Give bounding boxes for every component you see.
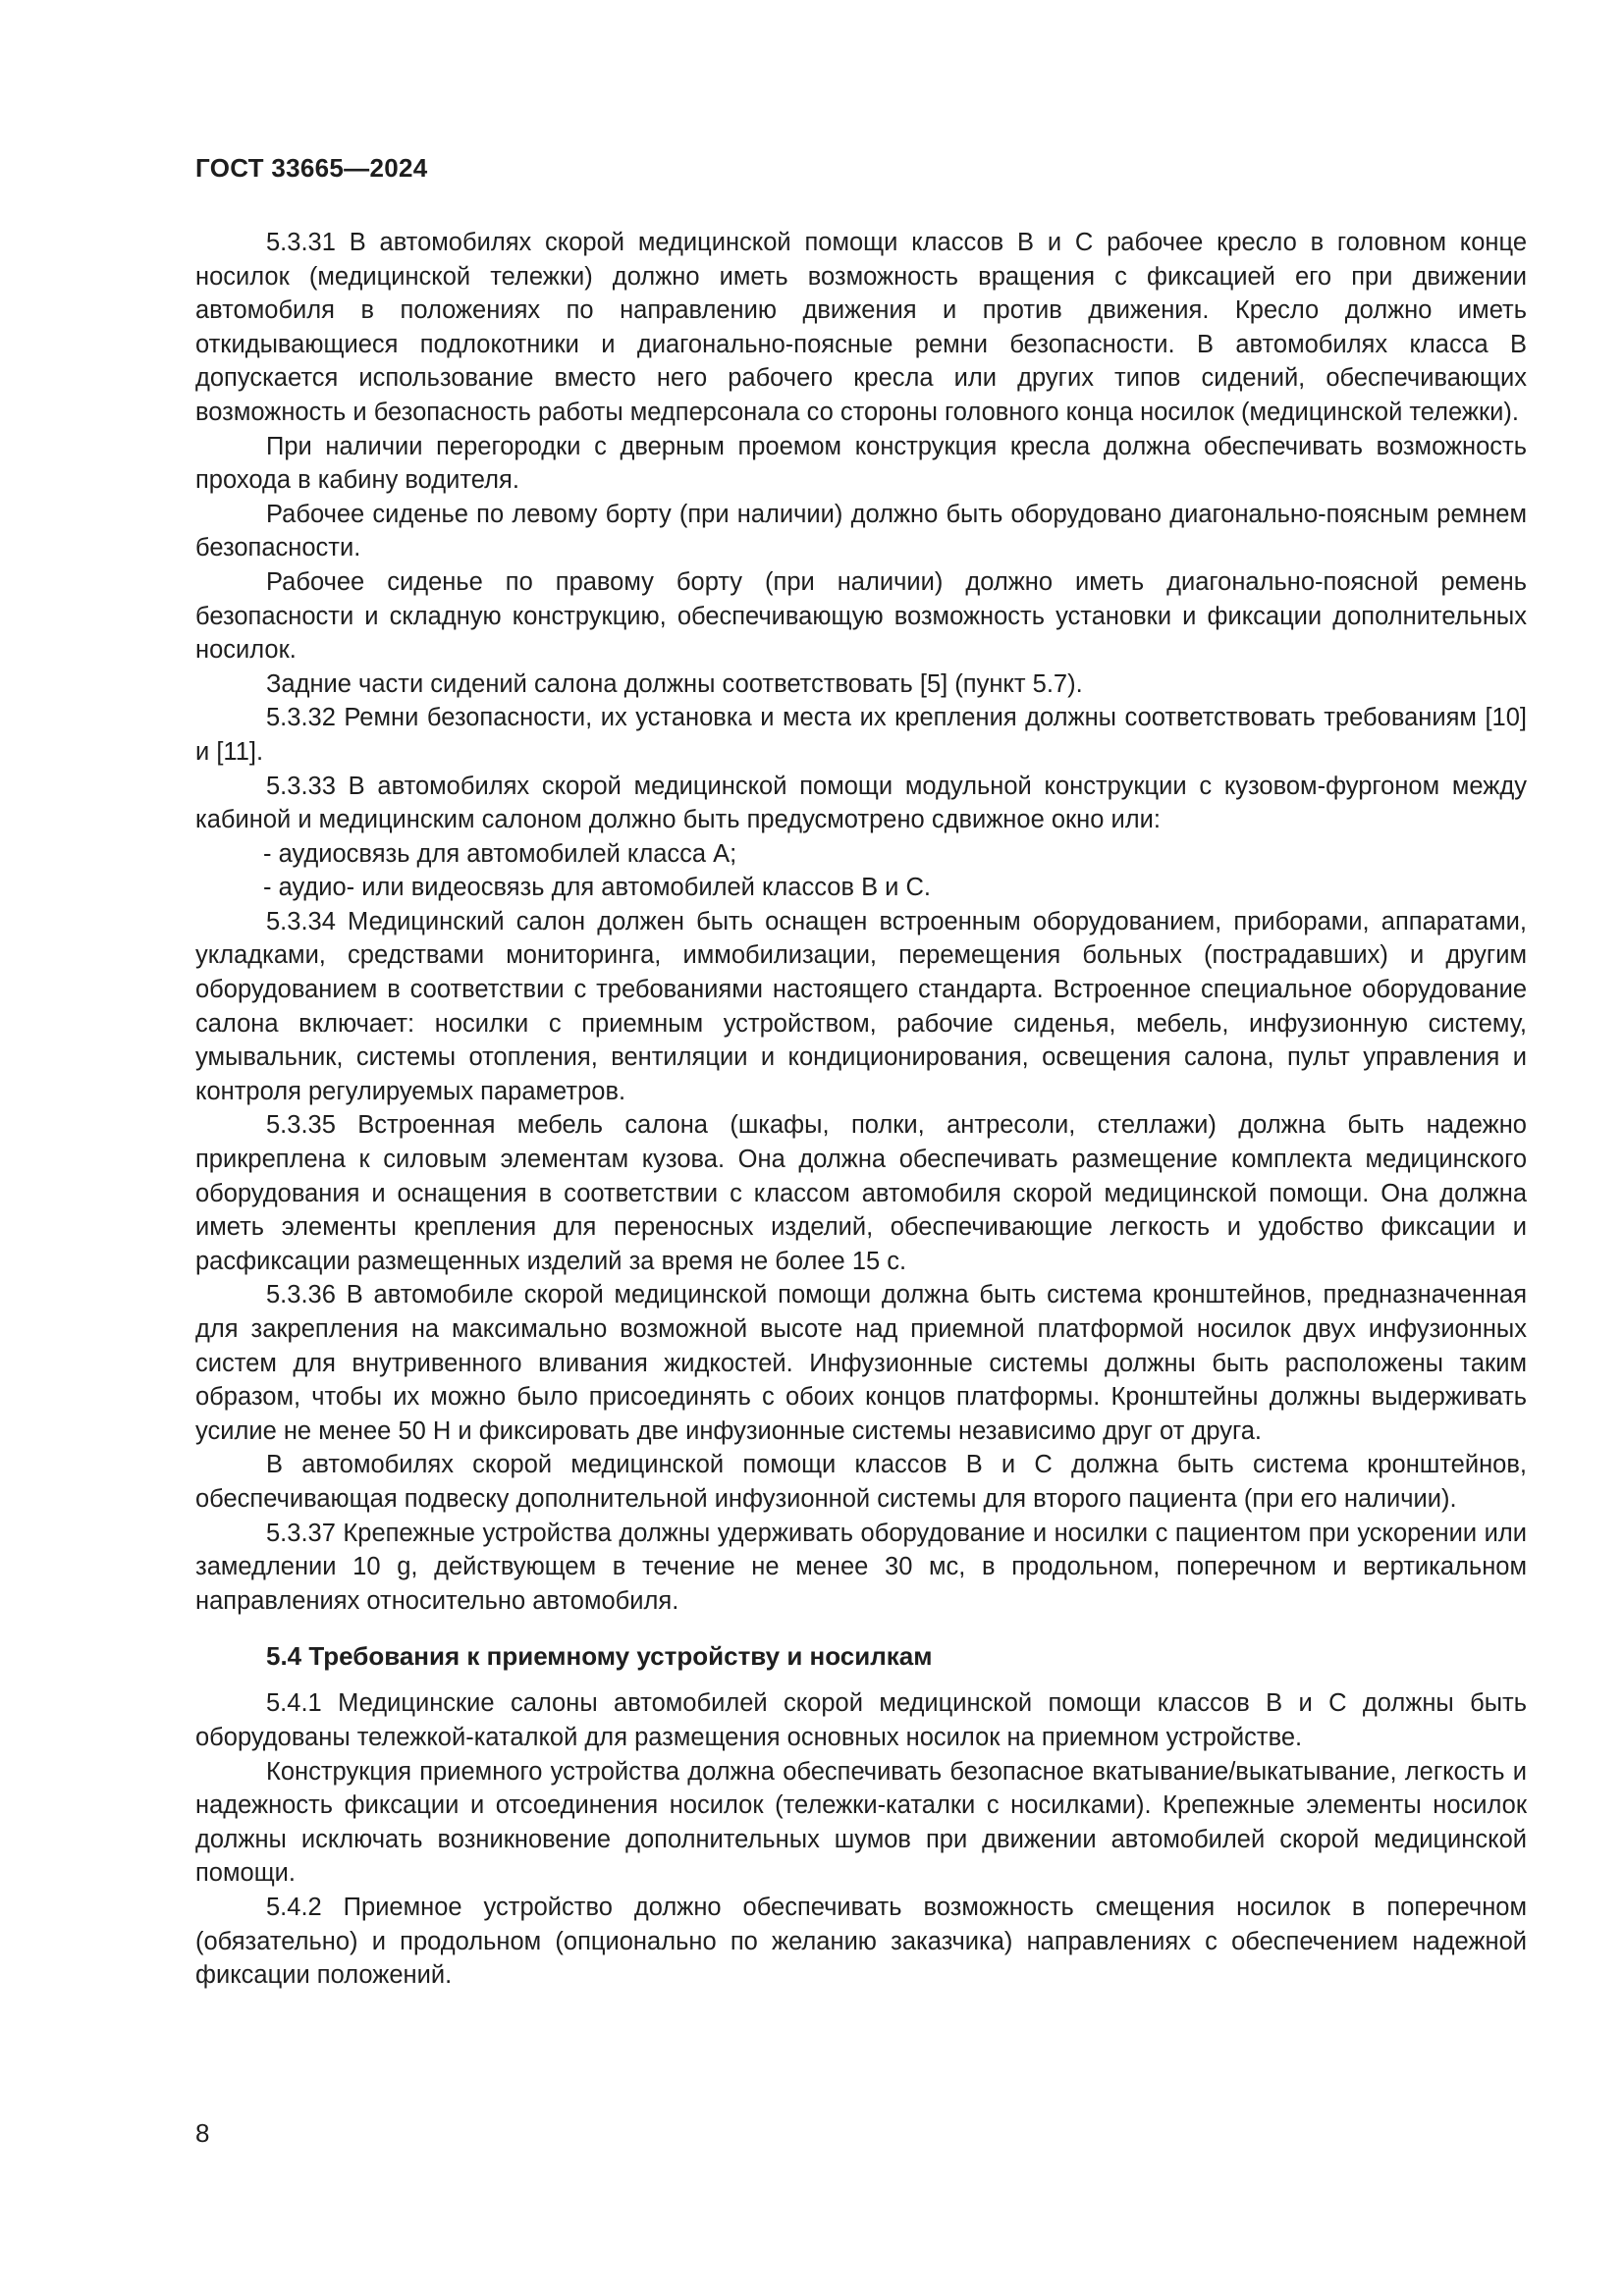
document-header: ГОСТ 33665—2024 — [195, 153, 428, 183]
list-item-audio: - аудиосвязь для автомобилей класса А; — [263, 839, 737, 868]
paragraph-receiver-design: Конструкция приемного устройства должна обеспечивать безопасное вкатывание/выкатывание, легкость и надежность фиксации и отсоединения носилок (тележки-каталки с носилками). Крепежные элементы носилок должны исключать возникновение дополнительных шумов при движении автомобилей скорой медицинской помощи. — [195, 1757, 1527, 1888]
paragraph-5-3-36: 5.3.36 В автомобиле скорой медицинской помощи должна быть система кронштейнов, предназначенная для закрепления на максимально возможной высоте над приемной платформой носилок двух инфузионных систем для внутривенного вливания жидкостей. Инфузионные системы должны быть расположены таким образом, чтобы их можно было присоединять с обоих концов платформы. Кронштейны должны выдерживать усилие не менее 50 Н и фиксировать две инфузионные системы независимо друг от друга. — [195, 1281, 1527, 1445]
paragraph-5-3-34: 5.3.34 Медицинский салон должен быть оснащен встроенным оборудованием, приборами, аппаратами, укладками, средствами мониторинга, иммобилизации, перемещения больных (пострадавших) и другим оборудованием в соответствии с требованиями настоящего стандарта. Встроенное специальное оборудование салона включает: носилки с приемным устройством, рабочие сиденья, мебель, инфузионную систему, умывальник, системы отопления, вентиляции и кондиционирования, освещения салона, пульт управления и контроля регулируемых параметров. — [195, 907, 1527, 1105]
paragraph-5-4-2: 5.4.2 Приемное устройство должно обеспечивать возможность смещения носилок в поперечном (обязательно) и продольном (опционально по желанию заказчика) направлениях с обеспечением надежной фиксации положений. — [195, 1893, 1527, 1990]
paragraph-seat-backs: Задние части сидений салона должны соответствовать [5] (пункт 5.7). — [266, 669, 1083, 698]
paragraph-left-seat: Рабочее сиденье по левому борту (при наличии) должно быть оборудовано диагонально-поясным ремнем безопасности. — [195, 500, 1527, 562]
document-body — [195, 226, 1527, 1993]
section-heading-5-4: 5.4 Требования к приемному устройству и носилкам — [266, 1641, 933, 1672]
paragraph-partition-door: При наличии перегородки с дверным проемом конструкция кресла должна обеспечивать возможность прохода в кабину водителя. — [195, 432, 1527, 495]
paragraph-5-3-32: 5.3.32 Ремни безопасности, их установка и места их крепления должны соответствовать требованиям [10] и [11]. — [195, 704, 1527, 766]
paragraph-5-4-1: 5.4.1 Медицинские салоны автомобилей скорой медицинской помощи классов В и С должны быть оборудованы тележкой-каталкой для размещения основных носилок на приемном устройстве. — [195, 1689, 1527, 1751]
paragraph-5-3-35: 5.3.35 Встроенная мебель салона (шкафы, полки, антресоли, стеллажи) должна быть надежно прикреплена к силовым элементам кузова. Она должна обеспечивать размещение комплекта медицинского оборудования и оснащения в соответствии с классом автомобиля скорой медицинской помощи. Она должна иметь элементы крепления для переносных изделий, обеспечивающие легкость и удобство фиксации и расфиксации размещенных изделий за время не более 15 с. — [195, 1111, 1527, 1275]
paragraph-5-3-33: 5.3.33 В автомобилях скорой медицинской помощи модульной конструкции с кузовом-фургоном между кабиной и медицинским салоном должно быть предусмотрено сдвижное окно или: — [195, 772, 1527, 834]
page-number: 8 — [195, 2118, 210, 2148]
paragraph-5-3-31: 5.3.31 В автомобилях скорой медицинской помощи классов В и С рабочее кресло в головном конце носилок (медицинской тележки) должно иметь возможность вращения с фиксацией его при движении автомобиля в положениях по направлению движения и против движения. Кресло должно иметь откидывающиеся подлокотники и диагонально-поясные ремни безопасности. В автомобилях класса В допускается использование вместо него рабочего кресла или других типов сидений, обеспечивающих возможность и безопасность работы медперсонала со стороны головного конца носилок (медицинской тележки). — [195, 229, 1527, 426]
paragraph-right-seat: Рабочее сиденье по правому борту (при наличии) должно иметь диагонально-поясной ремень безопасности и складную конструкцию, обеспечивающую возможность установки и фиксации дополнительных носилок. — [195, 567, 1527, 665]
paragraph-5-3-37: 5.3.37 Крепежные устройства должны удерживать оборудование и носилки с пациентом при ускорении или замедлении 10 g, действующем в течение не менее 30 мс, в продольном, поперечном и вертикальном направлениях относительно автомобиля. — [195, 1519, 1527, 1615]
paragraph-second-patient: В автомобилях скорой медицинской помощи классов В и С должна быть система кронштейнов, обеспечивающая подвеску дополнительной инфузионной системы для второго пациента (при его наличии). — [195, 1451, 1527, 1513]
list-item-video: - аудио- или видеосвязь для автомобилей классов В и С. — [263, 874, 931, 902]
